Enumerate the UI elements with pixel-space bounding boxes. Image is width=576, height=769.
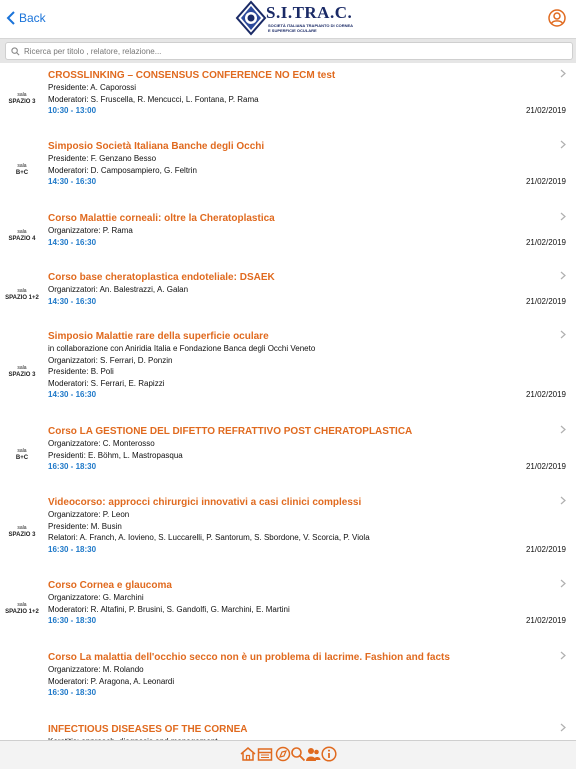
session-title: Corso base cheratoplastica endoteliale: DSAEK	[48, 272, 275, 283]
chevron-right-icon	[560, 330, 566, 339]
chevron-right-icon	[560, 140, 566, 149]
session-row[interactable]	[0, 206, 576, 266]
session-date: 21/02/2019	[525, 390, 566, 400]
session-row[interactable]	[0, 134, 576, 207]
room-label: sala SPAZIO 3	[8, 91, 36, 105]
session-date: 21/02/2019	[525, 544, 566, 554]
session-time: 14:30 - 16:30	[48, 296, 97, 306]
session-detail: Organizzatori: S. Ferrari, D. Ponzin	[48, 355, 173, 365]
session-content	[48, 330, 548, 401]
session-content	[48, 579, 548, 627]
room-label: sala SPAZIO 4	[8, 228, 36, 242]
session-detail: Moderatori: S. Fruscella, R. Mencucci, L. Fontana, P. Rama	[48, 94, 259, 104]
chevron-right-icon	[560, 212, 566, 221]
session-time: 10:30 - 13:00	[48, 106, 97, 116]
session-detail: Organizzatore: C. Monterosso	[48, 439, 155, 448]
search-icon	[11, 47, 20, 56]
session-time: 14:30 - 16:30	[48, 177, 97, 187]
session-date: 21/02/2019	[525, 237, 566, 247]
session-content	[48, 271, 548, 307]
session-content	[48, 212, 548, 248]
session-detail: Relatori: A. Franch, A. Iovieno, S. Luccarelli, P. Santorum, S. Sbordone, V. Scorcia, P. Viola	[48, 533, 370, 543]
chevron-right-icon	[560, 723, 566, 732]
navigation-icon[interactable]	[275, 746, 291, 762]
session-title: CROSSLINKING – CONSENSUS CONFERENCE NO ECM test	[48, 70, 336, 81]
session-title: Videocorso: approcci chirurgici innovativi a casi clinici complessi	[48, 497, 362, 508]
chevron-right-icon	[560, 271, 566, 280]
session-date: 21/02/2019	[525, 462, 566, 472]
session-row[interactable]	[0, 645, 576, 718]
session-detail: Organizzatore: P. Leon	[48, 510, 130, 519]
user-profile-icon[interactable]	[548, 9, 566, 27]
session-row[interactable]	[0, 573, 576, 646]
sitrac-logo	[236, 1, 354, 36]
session-row[interactable]	[0, 63, 576, 135]
session-detail: Moderatori: R. Altafini, P. Brusini, S. Gandolfi, G. Marchini, E. Martini	[48, 604, 290, 614]
chevron-right-icon	[560, 496, 566, 505]
session-title: Simposio Società Italiana Banche degli Occhi	[48, 141, 265, 152]
session-row[interactable]	[0, 324, 576, 420]
session-detail: Presidente: B. Poli	[48, 367, 114, 377]
logo-emblem-icon	[236, 1, 266, 35]
session-detail: Moderatori: S. Ferrari, E. Rapizzi	[48, 378, 165, 388]
chevron-right-icon	[560, 579, 566, 588]
session-detail: Moderatori: P. Aragona, A. Leonardi	[48, 676, 175, 686]
session-title: Corso LA GESTIONE DEL DIFETTO REFRATTIVO POST CHERATOPLASTICA	[48, 426, 413, 437]
room-label: sala SPAZIO 3	[8, 364, 36, 378]
session-detail: Presidente: F. Genzano Besso	[48, 154, 157, 163]
session-title: Corso Malattie corneali: oltre la Cheratoplastica	[48, 213, 275, 224]
chevron-left-icon	[6, 11, 16, 25]
room-label: sala B+C	[15, 163, 29, 176]
chevron-right-icon	[560, 425, 566, 434]
session-detail: Organizzatore: P. Rama	[48, 226, 133, 235]
bottom-tab-bar	[0, 740, 576, 769]
room-label: sala SPAZIO 3	[8, 524, 36, 538]
session-title: Simposio Malattie rare della superficie oculare	[48, 331, 269, 342]
logo-subtitle: SOCIETÀ ITALIANA TRAPIANTO DI CORNEA E SUPERFICIE OCULARE	[268, 23, 354, 33]
session-detail: Organizzatore: M. Rolando	[48, 665, 144, 674]
session-time: 14:30 - 16:30	[48, 237, 97, 247]
session-date: 21/02/2019	[525, 616, 566, 626]
session-detail: Presidenti: E. Böhm, L. Mastropasqua	[48, 450, 183, 460]
room-label: sala SPAZIO 1+2	[5, 602, 39, 615]
back-button[interactable]	[6, 9, 46, 27]
session-detail: Moderatori: D. Camposampiero, G. Feltrin	[48, 165, 197, 175]
room-label: sala SPAZIO 1+2	[5, 287, 39, 301]
session-detail: Organizzatori: An. Balestrazzi, A. Galan	[48, 285, 189, 294]
session-title: Corso Cornea e glaucoma	[48, 580, 172, 591]
session-detail: Presidente: M. Busin	[48, 521, 122, 531]
calendar-icon[interactable]	[257, 746, 273, 762]
chevron-right-icon	[560, 651, 566, 660]
top-bar	[0, 0, 576, 39]
session-time: 16:30 - 18:30	[48, 462, 97, 472]
room-label: sala B+C	[15, 447, 29, 461]
session-detail: Presidente: A. Caporossi	[48, 83, 137, 92]
search-bar	[0, 39, 576, 63]
session-date: 21/02/2019	[525, 296, 566, 306]
search-input[interactable]	[24, 47, 564, 56]
logo-title: S.I.TRA.C.	[266, 3, 353, 22]
info-icon[interactable]	[321, 746, 337, 762]
session-content	[48, 651, 548, 699]
speakers-icon[interactable]	[305, 746, 321, 762]
session-detail: in collaborazione con Aniridia Italia e Fondazione Banca degli Occhi Veneto	[48, 344, 316, 353]
session-content	[48, 496, 548, 555]
session-date: 21/02/2019	[525, 106, 566, 116]
home-icon[interactable]	[240, 746, 256, 762]
session-content	[48, 425, 548, 473]
session-title: INFECTIOUS DISEASES OF THE CORNEA	[48, 724, 248, 735]
session-time: 16:30 - 18:30	[48, 688, 97, 698]
session-row[interactable]	[0, 265, 576, 325]
session-content	[48, 140, 548, 188]
session-time: 16:30 - 18:30	[48, 616, 97, 626]
session-time: 16:30 - 18:30	[48, 544, 97, 554]
session-row[interactable]	[0, 490, 576, 574]
chevron-right-icon	[560, 69, 566, 78]
session-list	[0, 63, 576, 740]
session-time: 14:30 - 16:30	[48, 390, 97, 400]
back-label: Back	[19, 11, 46, 25]
search-box	[5, 42, 573, 60]
session-content	[48, 69, 548, 117]
session-title: Corso La malattia dell'occhio secco non è un problema di lacrime. Fashion and facts	[48, 652, 450, 663]
session-row[interactable]	[0, 419, 576, 491]
search-icon[interactable]	[290, 746, 306, 762]
session-detail: Organizzatore: G. Marchini	[48, 593, 144, 602]
session-date: 21/02/2019	[525, 177, 566, 187]
